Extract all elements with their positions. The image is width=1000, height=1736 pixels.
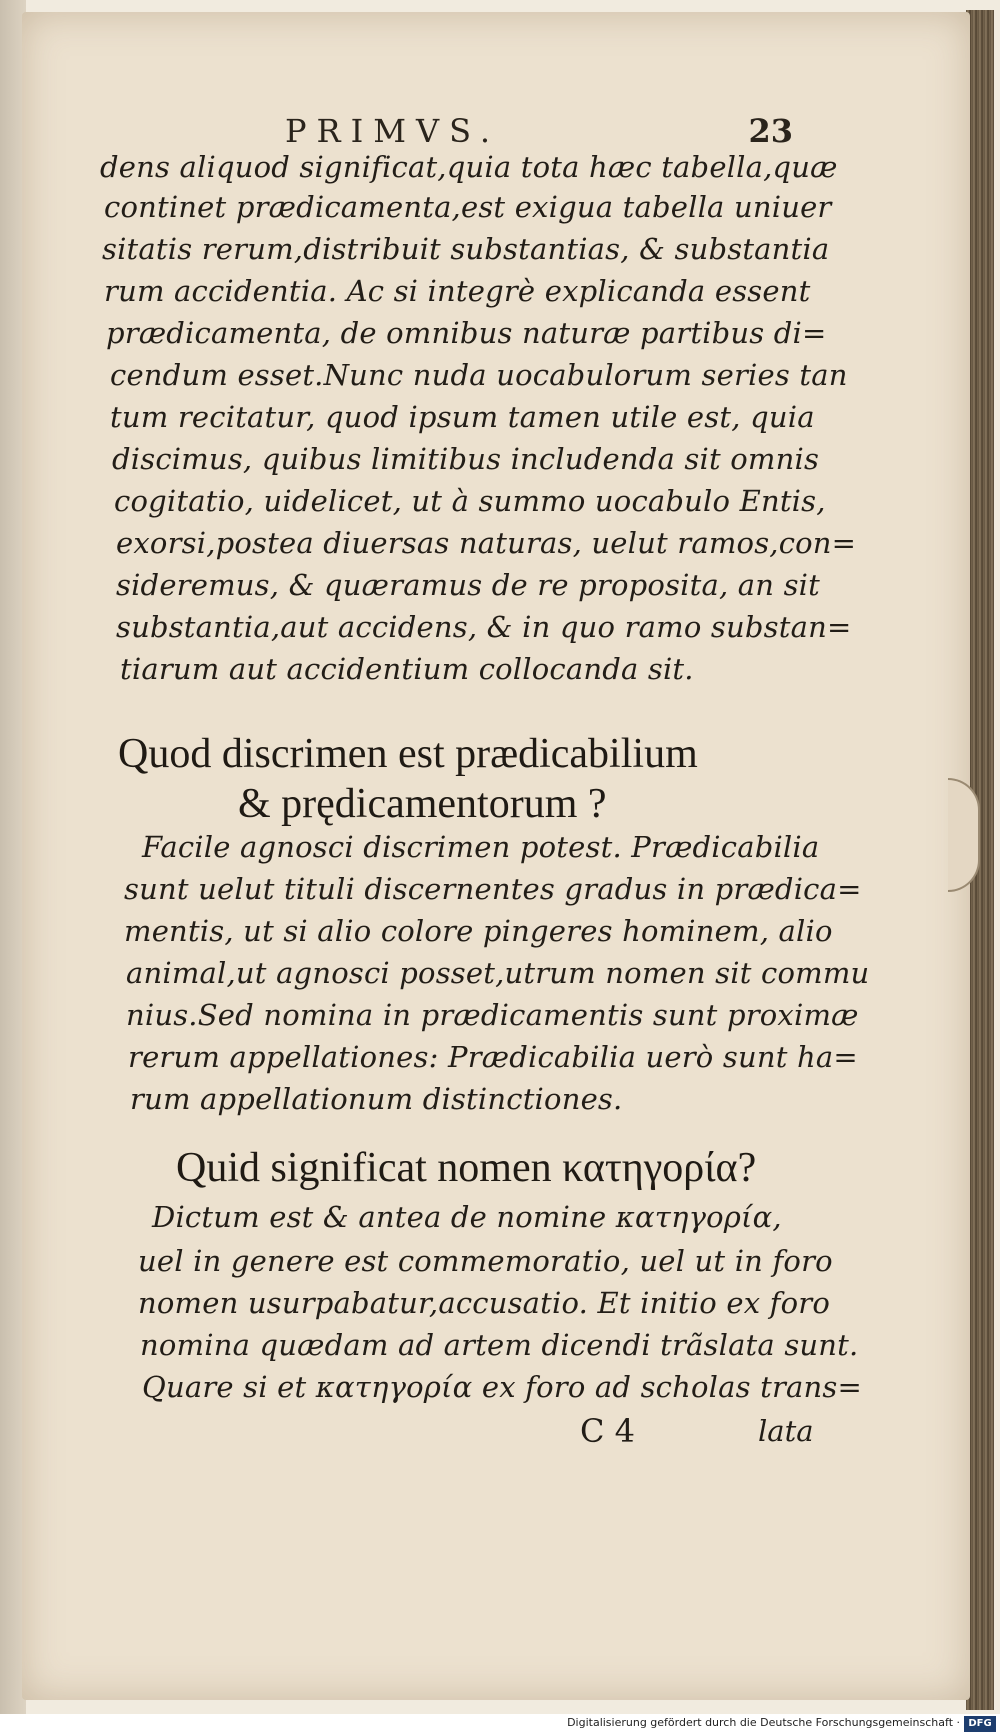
text-line: Facile agnosci discrimen potest. Prædicabilia [142,830,820,864]
text-line: rerum appellationes: Prædicabilia uerò sunt ha= [128,1040,858,1074]
text-line: sideremus, & quæramus de re proposita, an sit [116,568,820,602]
text-line: prædicamenta, de omnibus naturæ partibus di= [106,316,827,350]
text-line: tiarum aut accidentium collocanda sit. [120,652,694,686]
signature-mark: C 4 [580,1412,636,1450]
page-tab-marker [948,778,980,892]
text-line: rum accidentia. Ac si integrè explicanda essent [104,274,811,308]
text-line: animal,ut agnosci posset,utrum nomen sit commu [126,956,870,990]
text-line: mentis, ut si alio colore pingeres hominem, alio [124,914,833,948]
text-line: sitatis rerum,distribuit substantias, & substantia [102,232,830,266]
section-heading-continued: & prędicamentorum ? [238,781,607,827]
text-line: substantia,aut accidens, & in quo ramo substan= [116,610,852,644]
text-line: tum recitatur, quod ipsum tamen utile est, quia [110,400,815,434]
catchword: lata [758,1414,814,1448]
section-heading: Quod discrimen est prædicabilium [118,731,698,777]
text-line: exorsi,postea diuersas naturas, uelut ramos,con= [116,526,857,560]
text-line: dens aliquod significat,quia tota hæc tabella,quæ [100,150,838,184]
folio-number: 23 [748,112,793,150]
text-line: cogitatio, uidelicet, ut à summo uocabulo Entis, [114,484,826,518]
text-line: Dictum est & antea de nomine κατηγορία, [152,1200,782,1234]
digitization-credit: Digitalisierung gefördert durch die Deutsche Forschungsgemeinschaft · [567,1716,960,1729]
text-line: nomen usurpabatur,accusatio. Et initio ex foro [138,1286,830,1320]
text-line: nomina quædam ad artem dicendi trãslata sunt. [140,1328,859,1362]
text-line: cendum esset.Nunc nuda uocabulorum series tan [110,358,848,392]
text-line: sunt uelut tituli discernentes gradus in prædica= [124,872,862,906]
text-line: rum appellationum distinctiones. [130,1082,623,1116]
text-line: continet prædicamenta,est exigua tabella uniuer [104,190,832,224]
text-line: Quare si et κατηγορία ex foro ad scholas trans= [142,1370,862,1404]
text-line: nius.Sed nomina in prædicamentis sunt proximæ [126,998,859,1032]
text-line: discimus, quibus limitibus includenda sit omnis [112,442,820,476]
text-line: uel in genere est commemoratio, uel ut in foro [138,1244,833,1278]
running-head: PRIMVS. [285,112,501,150]
dfg-logo: DFG [964,1716,996,1732]
section-heading: Quid significat nomen κατηγορία? [176,1145,757,1191]
